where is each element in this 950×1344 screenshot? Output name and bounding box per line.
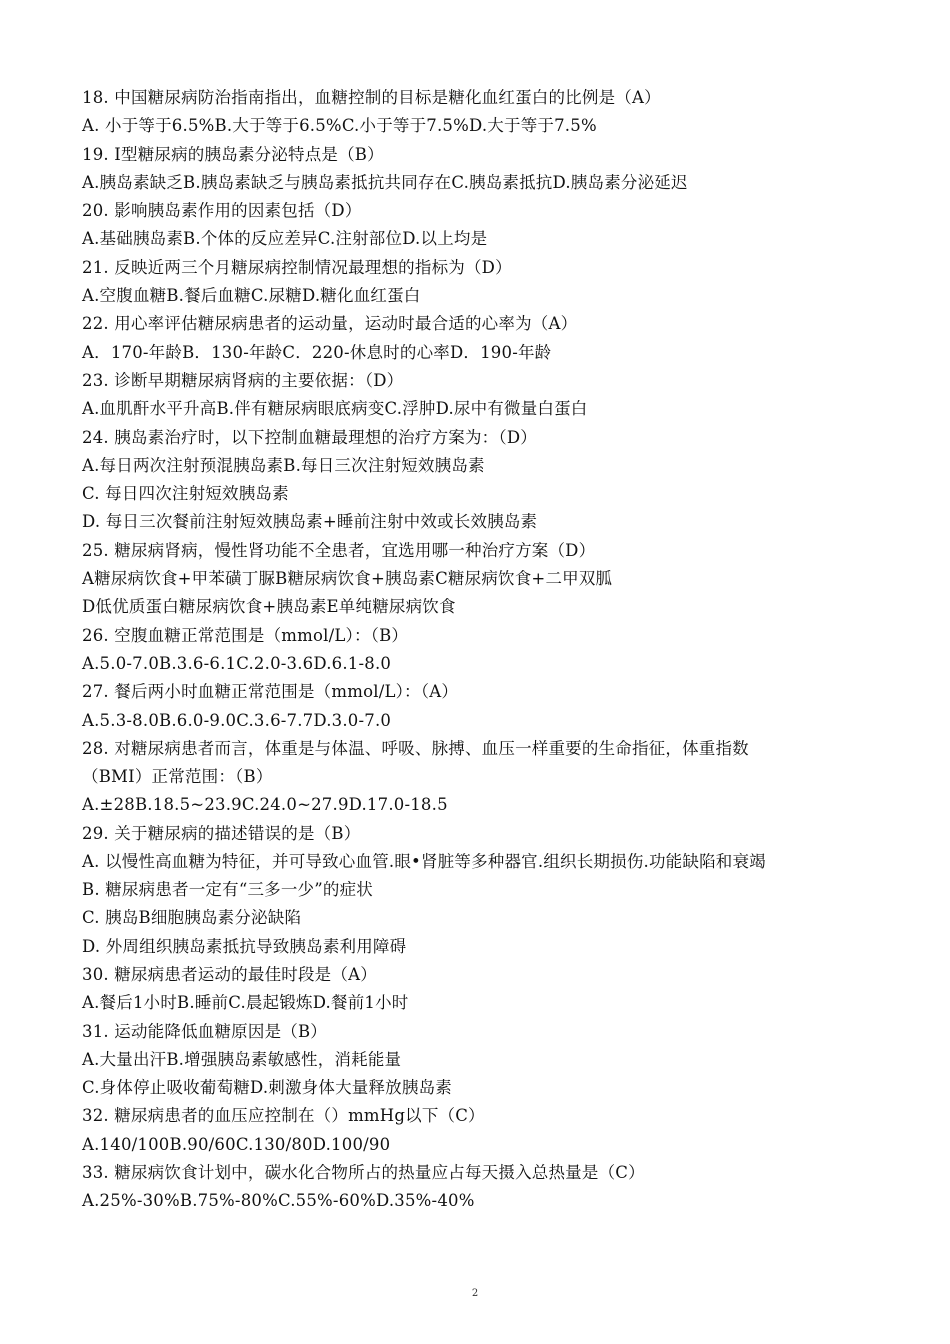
question-32: 32. 糖尿病患者的血压应控制在（）mmHg以下（C） [82, 1106, 485, 1126]
answer-option-31-ab: A.大量出汗B.增强胰岛素敏感性，消耗能量 [82, 1049, 402, 1069]
answer-option-29-d: D. 外周组织胰岛素抵抗导致胰岛素利用障碍 [82, 936, 407, 956]
question-26: 26. 空腹血糖正常范围是（mmol/L）：（B） [82, 625, 409, 645]
question-28: 28. 对糖尿病患者而言，体重是与体温、呼吸、脉搏、血压一样重要的生命指征，体重指数 [82, 738, 749, 758]
answer-option-25-de: D低优质蛋白糖尿病饮食+胰岛素E单纯糖尿病饮食 [82, 597, 456, 617]
question-29: 29. 关于糖尿病的描述错误的是（B） [82, 823, 361, 843]
question-22: 22. 用心率评估糖尿病患者的运动量，运动时最合适的心率为（A） [82, 314, 578, 334]
question-25: 25. 糖尿病肾病，慢性肾功能不全患者，宜选用哪一种治疗方案（D） [82, 540, 596, 560]
answer-option-29-b: B. 糖尿病患者一定有“三多一少”的症状 [82, 880, 373, 900]
answer-option-31-cd: C.身体停止吸收葡萄糖D.刺激身体大量释放胰岛素 [82, 1078, 452, 1098]
answer-options-28: A.±28B.18.5~23.9C.24.0~27.9D.17.0-18.5 [82, 795, 448, 815]
answer-options-26: A.5.0-7.0B.3.6-6.1C.2.0-3.6D.6.1-8.0 [82, 653, 392, 673]
answer-options-23: A.血肌酐水平升高B.伴有糖尿病眼底病变C.浮肿D.尿中有微量白蛋白 [82, 399, 588, 419]
question-20: 20. 影响胰岛素作用的因素包括（D） [82, 201, 362, 221]
answer-option-24-ab: A.每日两次注射预混胰岛素B.每日三次注射短效胰岛素 [82, 455, 485, 475]
answer-option-29-a: A. 以慢性高血糖为特征，并可导致心血管.眼•肾脏等多种器官.组织长期损伤.功能缺陷和衰竭 [82, 852, 766, 872]
question-21: 21. 反映近两三个月糖尿病控制情况最理想的指标为（D） [82, 257, 512, 277]
answer-options-19: A.胰岛素缺乏B.胰岛素缺乏与胰岛素抵抗共同存在C.胰岛素抵抗D.胰岛素分泌延迟 [82, 172, 688, 192]
question-28-continued: （BMI）正常范围：（B） [82, 767, 273, 787]
answer-options-30: A.餐后1小时B.睡前C.晨起锻炼D.餐前1小时 [82, 993, 409, 1013]
question-31: 31. 运动能降低血糖原因是（B） [82, 1021, 328, 1041]
question-23: 23. 诊断早期糖尿病肾病的主要依据：（D） [82, 370, 404, 390]
question-27: 27. 餐后两小时血糖正常范围是（mmol/L）：（A） [82, 682, 459, 702]
answer-option-24-d: D. 每日三次餐前注射短效胰岛素+睡前注射中效或长效胰岛素 [82, 512, 538, 532]
document-body [82, 84, 872, 1216]
answer-option-25-abc: A糖尿病饮食+甲苯磺丁脲B糖尿病饮食+胰岛素C糖尿病饮食+二甲双胍 [82, 569, 613, 589]
answer-options-20: A.基础胰岛素B.个体的反应差异C.注射部位D.以上均是 [82, 229, 488, 249]
question-19: 19. I型糖尿病的胰岛素分泌特点是（B） [82, 144, 384, 164]
answer-option-24-c: C. 每日四次注射短效胰岛素 [82, 484, 289, 504]
question-33: 33. 糖尿病饮食计划中，碳水化合物所占的热量应占每天摄入总热量是（C） [82, 1162, 645, 1182]
question-18: 18. 中国糖尿病防治指南指出，血糖控制的目标是糖化血红蛋白的比例是（A） [82, 88, 661, 107]
answer-options-27: A.5.3-8.0B.6.0-9.0C.3.6-7.7D.3.0-7.0 [82, 710, 392, 730]
answer-options-21: A.空腹血糖B.餐后血糖C.尿糖D.糖化血红蛋白 [82, 286, 421, 306]
answer-options-22: A．170-年龄B．130-年龄C．220-休息时的心率D．190-年龄 [82, 342, 552, 362]
question-30: 30. 糖尿病患者运动的最佳时段是（A） [82, 964, 377, 984]
page-number: 2 [471, 1288, 479, 1299]
answer-options-33: A.25%-30%B.75%-80%C.55%-60%D.35%-40% [82, 1191, 475, 1211]
answer-option-29-c: C. 胰岛B细胞胰岛素分泌缺陷 [82, 908, 302, 928]
answer-options-18: A. 小于等于6.5%B.大于等于6.5%C.小于等于7.5%D.大于等于7.5% [82, 116, 597, 136]
answer-options-32: A.140/100B.90/60C.130/80D.100/90 [82, 1134, 391, 1154]
question-24: 24. 胰岛素治疗时，以下控制血糖最理想的治疗方案为：（D） [82, 427, 537, 447]
